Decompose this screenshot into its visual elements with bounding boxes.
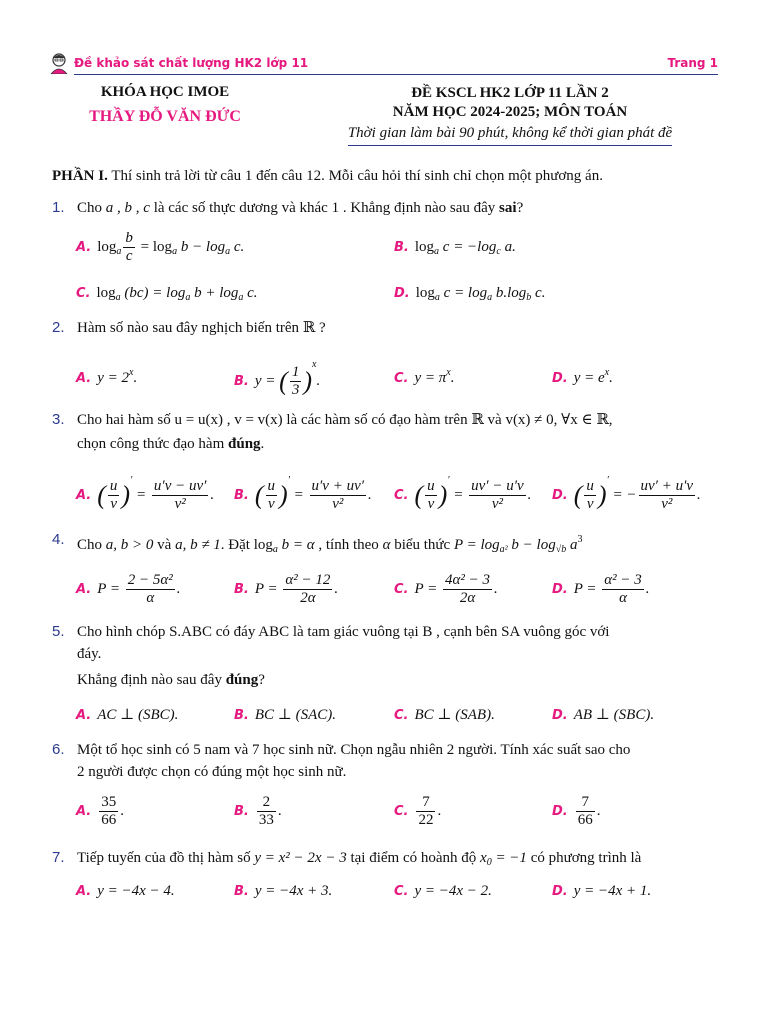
q1-option-b[interactable]: B. $\log_a c = -\log_c$ a. <box>394 239 516 257</box>
option-label: C. <box>394 708 409 723</box>
option-label: D. <box>552 884 568 899</box>
question-number: 5. <box>52 623 65 640</box>
option-label: D. <box>552 581 568 597</box>
q2-option-c[interactable]: C. $y = \pi^x$. <box>394 367 455 386</box>
q2-option-a[interactable]: A. $y = 2^x$. <box>76 367 138 386</box>
q6-option-d[interactable]: D. $\frac{7}{66}$ . <box>552 794 601 828</box>
option-label: D. <box>552 488 568 503</box>
q2-option-b[interactable]: B. y = ( $\frac{1}{3}$ )$^x$. <box>234 359 321 399</box>
q4-option-c[interactable]: C. P = $\frac{\text{4α² − 3}}{2\alpha}$ . <box>394 572 498 606</box>
option-label: B. <box>234 581 249 597</box>
course-block <box>60 84 270 126</box>
option-label: D. <box>552 803 568 819</box>
option-label: C. <box>394 488 409 503</box>
option-label: D. <box>394 286 410 301</box>
question-text-line-2: đáy. <box>77 646 102 662</box>
q7-option-b[interactable]: B. y = −4x + 3. <box>234 883 333 899</box>
q3-option-a[interactable]: A. ( $\frac{u}{v}$ )′ = $\frac{u'v - uv'}{\text{v²}}$ . <box>76 475 215 513</box>
option-label: A. <box>76 581 92 597</box>
question-number: 7. <box>52 849 65 866</box>
course-name: KHÓA HỌC IMOE <box>100 84 230 100</box>
option-label: B. <box>394 240 409 255</box>
question-text: Cho a, b > 0 và a, b ≠ 1. Đặt $\log_a b = \alpha$ , tính theo α biểu thức $P = \log_{a^2} b - \log_{√b} a^3$ <box>77 534 583 555</box>
question-number: 6. <box>52 741 65 758</box>
q6-option-a[interactable]: A. $\frac{35}{66}$ . <box>76 794 124 828</box>
exam-duration: Thời gian làm bài 90 phút, không kể thời gian phát đề <box>348 122 672 146</box>
option-label: D. <box>552 708 568 723</box>
question-text-line-1: Cho hai hàm số u = u(x) , v = v(x) là các hàm số có đạo hàm trên ℝ và v(x) ≠ 0, ∀x ∈ ℝ, <box>77 412 613 428</box>
section-heading <box>52 166 722 186</box>
option-label: C. <box>394 581 409 597</box>
q4-option-d[interactable]: D. P = $\frac{\text{α² − 3}}{\alpha}$ . <box>552 572 650 606</box>
option-label: A. <box>76 884 92 899</box>
option-label: A. <box>76 371 92 386</box>
question-number: 3. <box>52 411 65 428</box>
question-number: 1. <box>52 199 65 216</box>
page-header-bar <box>48 52 718 76</box>
q6-option-c[interactable]: C. $\frac{7}{22}$ . <box>394 794 442 828</box>
option-label: C. <box>394 371 409 386</box>
q5-option-a[interactable]: A. AC ⊥ (SBC). <box>76 707 179 723</box>
option-label: A. <box>76 239 92 255</box>
option-label: B. <box>234 803 249 819</box>
question-number: 4. <box>52 531 65 548</box>
q1-option-c[interactable]: C. $\log_a (bc) = \log_a b + \log_a c$. <box>76 285 258 303</box>
q4-option-a[interactable]: A. P = $\frac{\text{2 − 5α²}}{\alpha}$ . <box>76 572 181 606</box>
q7-option-c[interactable]: C. y = −4x − 2. <box>394 883 492 899</box>
question-text: Cho a , b , c là các số thực dương và khác 1 . Khẳng định nào sau đây sai? <box>77 200 524 216</box>
teacher-name: THẦY ĐỖ VĂN ĐỨC <box>89 108 241 125</box>
option-label: B. <box>234 488 249 503</box>
q5-option-c[interactable]: C. BC ⊥ (SAB). <box>394 707 495 723</box>
question-text-line-2: 2 người được chọn có đúng một học sinh nữ. <box>77 764 347 780</box>
q3-option-d[interactable]: D. ( $\frac{u}{v}$ )′ = − $\frac{uv' + u'v}{\text{v²}}$ . <box>552 475 701 513</box>
option-label: A. <box>76 803 92 819</box>
q2-option-d[interactable]: D. $y = e^x$. <box>552 367 613 386</box>
header-divider <box>74 74 718 75</box>
question-text-line-1: Một tổ học sinh có 5 nam và 7 học sinh nữ. Chọn ngẫu nhiên 2 người. Tính xác suất sao cho <box>77 742 631 758</box>
q7-option-d[interactable]: D. y = −4x + 1. <box>552 883 652 899</box>
question-text-line-3: Khẳng định nào sau đây đúng? <box>77 672 265 688</box>
option-label: B. <box>234 708 249 723</box>
exam-year-subject: NĂM HỌC 2024-2025; MÔN TOÁN <box>392 104 628 120</box>
document-title: Đề khảo sát chất lượng HK2 lớp 11 <box>74 56 309 70</box>
option-label: B. <box>234 374 249 389</box>
q5-option-d[interactable]: D. AB ⊥ (SBC). <box>552 707 655 723</box>
question-text-line-2: chọn công thức đạo hàm đúng. <box>77 436 265 452</box>
section-instructions: Thí sinh trả lời từ câu 1 đến câu 12. Mỗi câu hỏi thí sinh chỉ chọn một phương án. <box>107 168 603 184</box>
question-number: 2. <box>52 319 65 336</box>
page-number: Trang 1 <box>667 56 718 70</box>
question-text: Tiếp tuyến của đồ thị hàm số y = x² − 2x − 3 tại điểm có hoành độ $x_0 = -1$ có phương trình là <box>77 850 642 868</box>
question-text-line-1: Cho hình chóp S.ABC có đáy ABC là tam giác vuông tại B , cạnh bên SA vuông góc với <box>77 624 610 640</box>
question-text: Hàm số nào sau đây nghịch biến trên ℝ ? <box>77 320 326 336</box>
q1-option-d[interactable]: D. $\log_a c = \log_a b.\log_b$ c. <box>394 285 546 303</box>
option-label: C. <box>394 803 409 819</box>
q4-option-b[interactable]: B. P = $\frac{\text{α² − 12}}{2\alpha}$ . <box>234 572 339 606</box>
option-label: B. <box>234 884 249 899</box>
teacher-avatar-icon <box>48 52 70 74</box>
exam-title: ĐỀ KSCL HK2 LỚP 11 LẦN 2 <box>411 85 609 101</box>
option-label: C. <box>394 884 409 899</box>
option-label: D. <box>552 371 568 386</box>
option-label: C. <box>76 286 91 301</box>
q3-option-c[interactable]: C. ( $\frac{u}{v}$ )′ = $\frac{uv' - u'v}{\text{v²}}$ . <box>394 475 532 513</box>
q6-option-b[interactable]: B. $\frac{2}{33}$ . <box>234 794 282 828</box>
q7-option-a[interactable]: A. y = −4x − 4. <box>76 883 175 899</box>
section-label: PHẦN I. <box>52 168 108 184</box>
q5-option-b[interactable]: B. BC ⊥ (SAC). <box>234 707 337 723</box>
q3-option-b[interactable]: B. ( $\frac{u}{v}$ )′ = $\frac{u'v + uv'}{\text{v²}}$ . <box>234 475 372 513</box>
exam-info-block <box>300 84 720 146</box>
option-label: A. <box>76 488 92 503</box>
option-label: A. <box>76 708 92 723</box>
fraction: $\frac{b}{c}$ <box>125 230 133 264</box>
q1-option-a[interactable]: A. $\log_a$ $\frac{b}{c}$ = $\log_a b - \log_a c$. <box>76 230 245 264</box>
